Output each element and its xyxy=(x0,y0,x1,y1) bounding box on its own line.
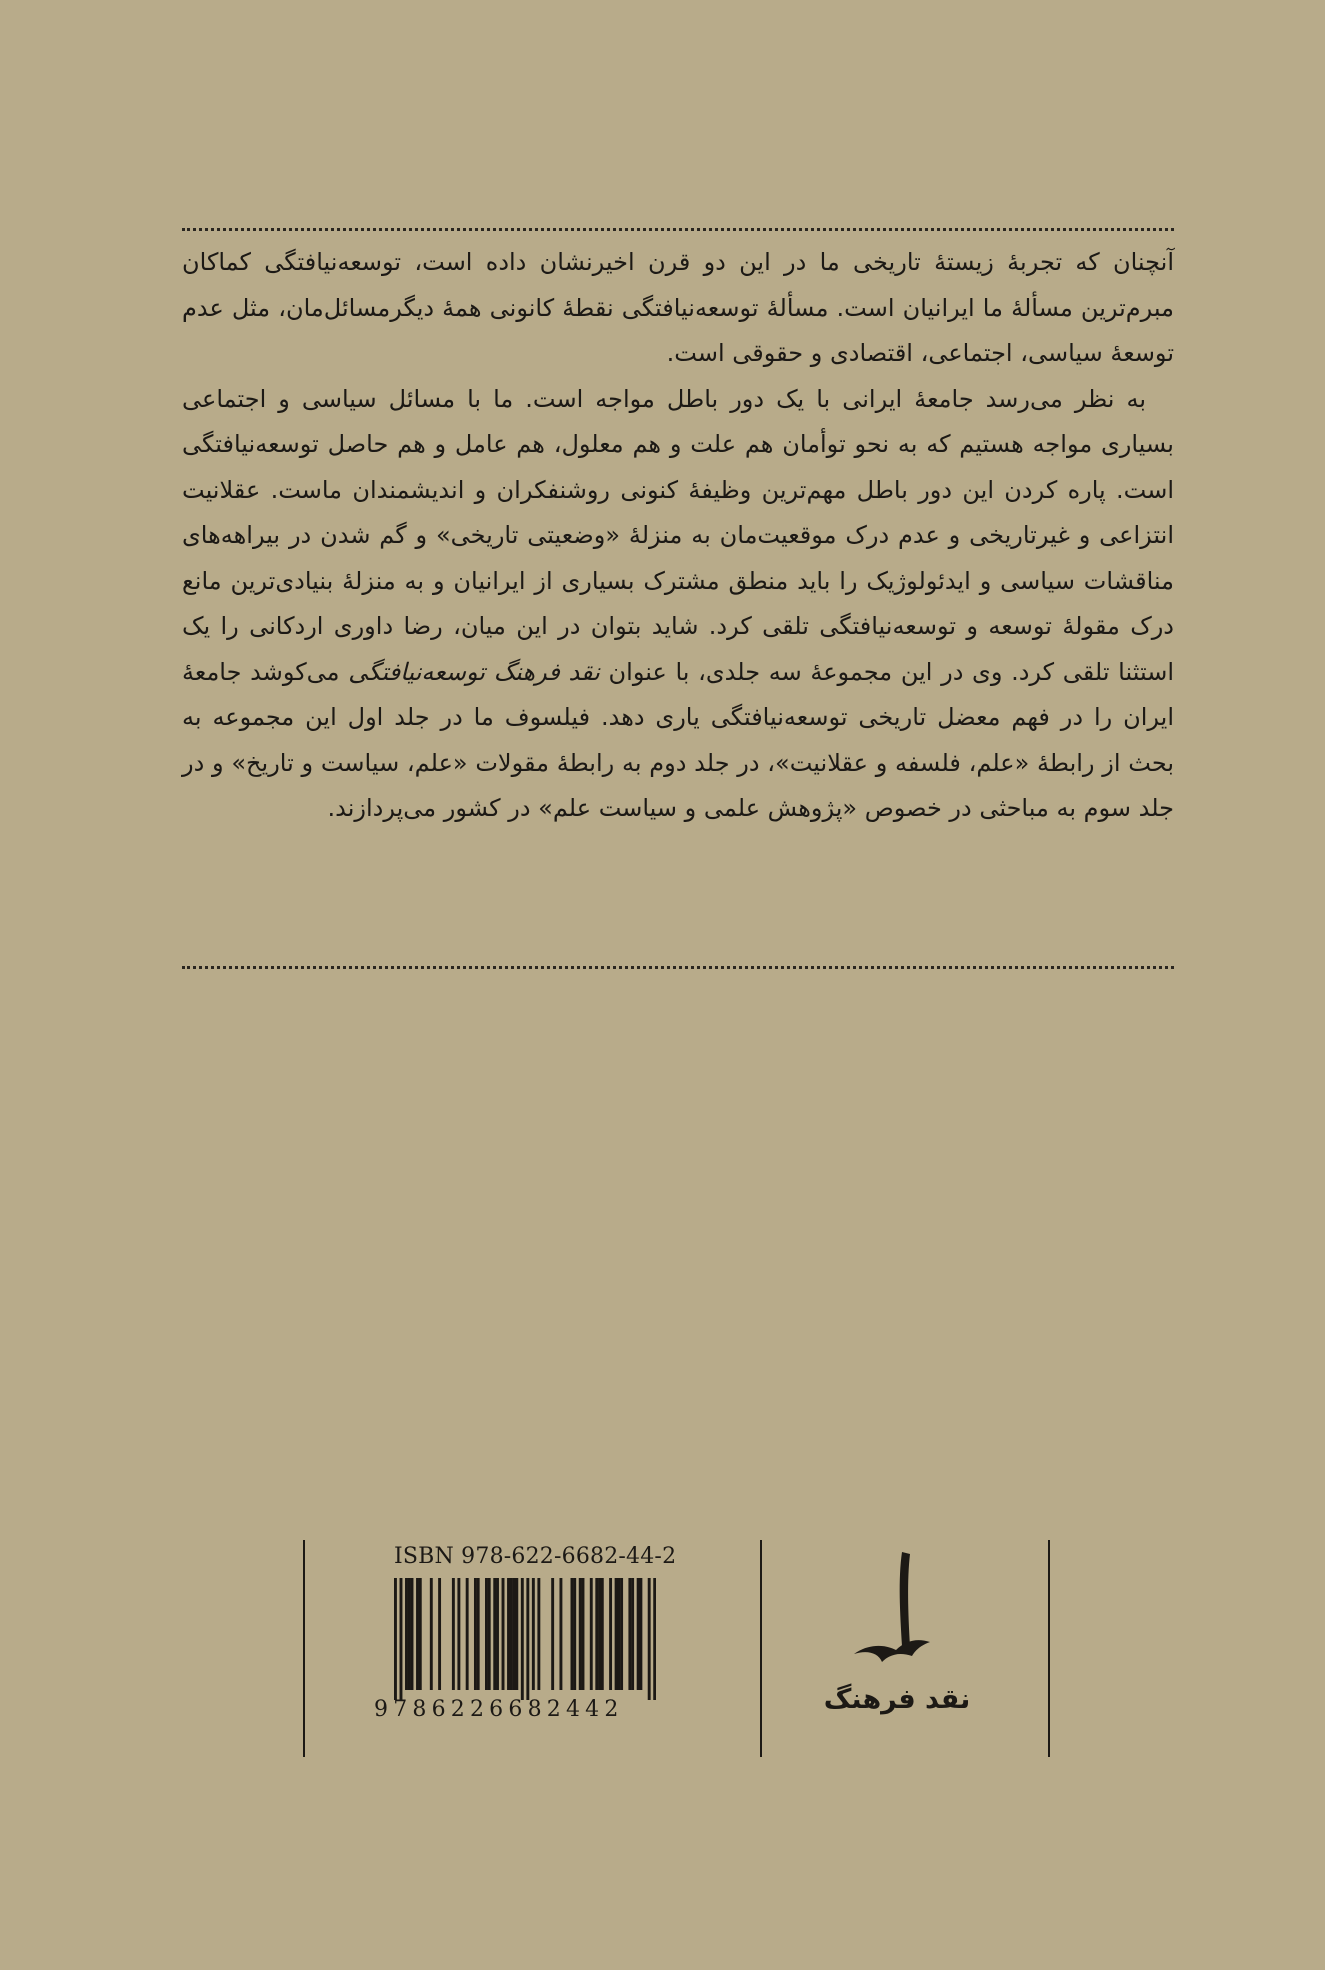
left-vertical-rule xyxy=(303,1540,305,1757)
barcode-bar xyxy=(510,1578,513,1690)
barcode-bar xyxy=(526,1578,529,1700)
barcode-bar xyxy=(466,1578,469,1690)
barcode-bar xyxy=(477,1578,480,1690)
barcode-bar xyxy=(405,1578,408,1690)
barcode-digits: 9786226682442 xyxy=(374,1697,624,1722)
barcode-bar xyxy=(496,1578,499,1690)
barcode-bar xyxy=(502,1578,505,1690)
barcode-bar xyxy=(615,1578,618,1690)
barcode-bar xyxy=(485,1578,488,1690)
barcode-bar xyxy=(521,1578,524,1700)
top-dotted-divider xyxy=(182,228,1174,231)
publisher-name: نقد فرهنگ xyxy=(823,1684,971,1715)
barcode-bar xyxy=(598,1578,601,1690)
book-title-italic: نقد فرهنگ توسعه‌نیافتگی xyxy=(348,657,600,686)
barcode-bar xyxy=(609,1578,612,1690)
blurb-paragraph-2 xyxy=(182,377,1174,832)
barcode-bar xyxy=(601,1578,604,1690)
barcode-bar xyxy=(408,1578,411,1690)
barcode-bar xyxy=(488,1578,491,1690)
barcode-bar xyxy=(438,1578,441,1690)
blurb-paragraph-1-text: آنچنان که تجربهٔ زیستهٔ تاریخی ما در این دو قرن اخیرنشان داده است، توسعه‌نیافتگی کماکان مبرم‌ترین مسألهٔ ما ایرانیان است. مسألهٔ توسعه‌نیافتگی نقطهٔ کانونی همهٔ دیگرمسائل‌مان، مثل عدم توسعهٔ سیاسی، اجتماعی، اقتصادی و حقوقی است. xyxy=(182,248,1174,367)
barcode-bar xyxy=(457,1578,460,1690)
barcode-bar xyxy=(515,1578,518,1690)
barcode-bar xyxy=(416,1578,419,1690)
barcode-bar xyxy=(637,1578,640,1690)
barcode-bar xyxy=(595,1578,598,1690)
blurb-paragraph-1 xyxy=(182,240,1174,377)
barcode-bar xyxy=(419,1578,422,1690)
barcode-bar xyxy=(639,1578,642,1690)
barcode-bar xyxy=(493,1578,496,1690)
barcode-bar xyxy=(573,1578,576,1690)
barcode-bar xyxy=(507,1578,510,1690)
bottom-dotted-divider xyxy=(182,966,1174,969)
barcode-bar xyxy=(582,1578,585,1690)
right-vertical-rule xyxy=(1048,1540,1050,1757)
barcode-bar xyxy=(590,1578,593,1690)
publisher-bird-logo-icon xyxy=(852,1550,932,1680)
barcode-bar xyxy=(452,1578,455,1690)
isbn-label: ISBN 978-622-6682-44-2 xyxy=(394,1544,677,1569)
barcode-bar xyxy=(571,1578,574,1690)
barcode-bar xyxy=(532,1578,535,1690)
barcode-bar xyxy=(513,1578,516,1690)
barcode-bar xyxy=(551,1578,554,1690)
barcode-bar xyxy=(620,1578,623,1690)
back-cover-blurb xyxy=(182,240,1174,832)
blurb-paragraph-2-text-b: می‌کوشد جامعهٔ ایران را در فهم معضل تاریخی توسعه‌نیافتگی یاری دهد. فیلسوف ما در جلد اول این مجموعه به بحث از رابطهٔ «علم، فلسفه و عقلانیت»، در جلد دوم به رابطهٔ مقولات «علم، سیاست و تاریخ» و در جلد سوم به مباحثی در خصوص «پژوهش علمی و سیاست علم» در کشور می‌پردازند. xyxy=(182,657,1174,822)
barcode-bar xyxy=(653,1578,656,1700)
barcode-bar xyxy=(411,1578,414,1690)
barcode-bar xyxy=(579,1578,582,1690)
barcode-bar xyxy=(400,1578,403,1700)
barcode-bar xyxy=(628,1578,631,1690)
barcode-bar xyxy=(474,1578,477,1690)
isbn-barcode xyxy=(394,1578,656,1700)
barcode-bar xyxy=(537,1578,540,1690)
barcode-bar xyxy=(648,1578,651,1700)
blurb-paragraph-2-text-a: به نظر می‌رسد جامعهٔ ایرانی با یک دور باطل مواجه است. ما با مسائل سیاسی و اجتماعی بسیاری مواجه هستیم که به نحو توأمان هم علت و هم معلول، هم عامل و هم حاصل توسعه‌نیافتگی است. پاره کردن این دور باطل مهم‌ترین وظیفهٔ کنونی روشنفکران و اندیشمندان ماست. عقلانیت انتزاعی و غیرتاریخی و عدم درک موقعیت‌مان به منزلهٔ «وضعیتی تاریخی» و گم شدن در بیراهه‌های مناقشات سیاسی و ایدئولوژیک را باید منطق مشترک بسیاری از ایرانیان و به منزلهٔ بنیادی‌ترین مانع درک مقولهٔ توسعه و توسعه‌نیافتگی تلقی کرد. شاید بتوان در این میان، رضا داوری اردکانی را یک استثنا تلقی کرد. وی در این مجموعهٔ سه جلدی، با عنوان xyxy=(182,384,1174,686)
barcode-bar xyxy=(617,1578,620,1690)
barcode-bar xyxy=(394,1578,397,1700)
barcode-bar xyxy=(559,1578,562,1690)
barcode-bar xyxy=(430,1578,433,1690)
middle-vertical-rule xyxy=(760,1540,762,1757)
barcode-bar xyxy=(631,1578,634,1690)
